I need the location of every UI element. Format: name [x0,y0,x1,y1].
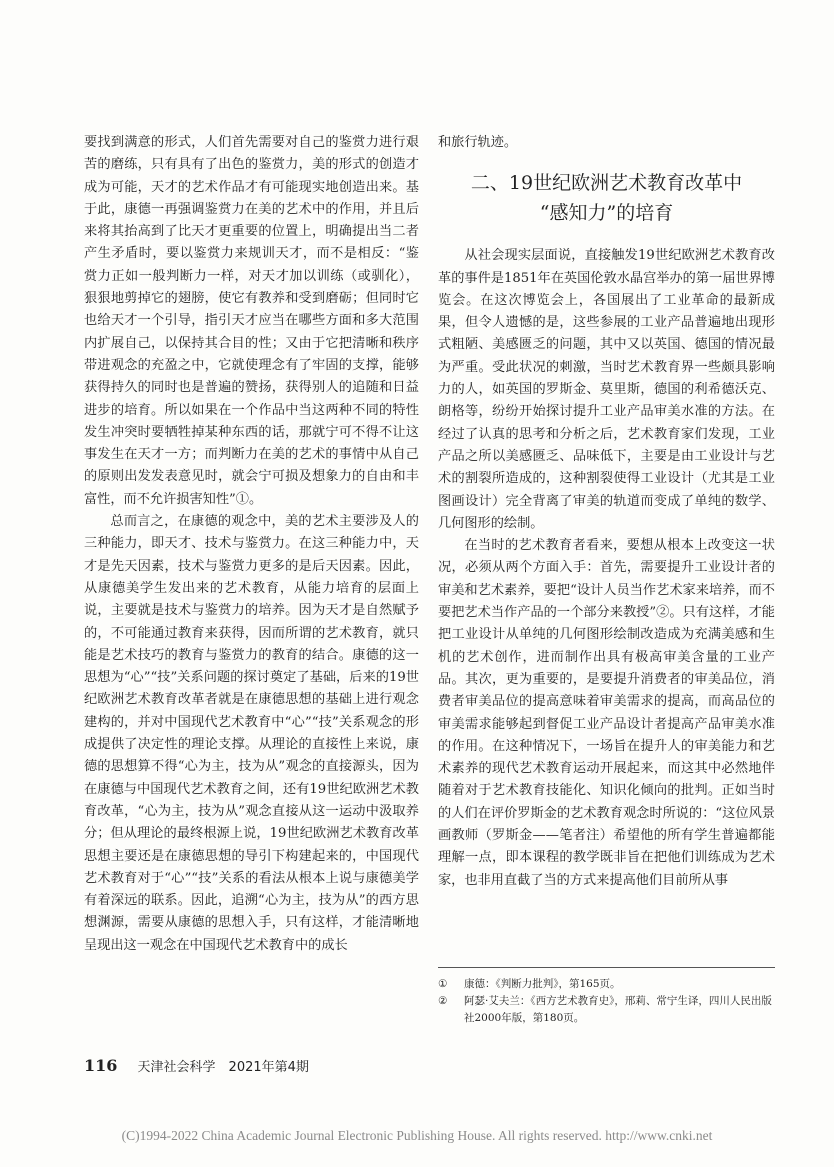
right-column [438,132,775,892]
body-paragraph: 总而言之，在康德的观念中，美的艺术主要涉及人的三种能力，即天才、技术与鉴赏力。在这三种能力中，天才是先天因素，技术与鉴赏力更多的是后天因素。因此，从康德美学生发出来的艺术教育，从能力培育的层面上说，主要就是技术与鉴赏力的培养。因为天才是自然赋予的，不可能通过教育来获得，因而所谓的艺术教育，就只能是艺术技巧的教育与鉴赏力的教育的结合。康德的这一思想为“心”“技”关系问题的探讨奠定了基础，后来的19世纪欧洲艺术教育改革者就是在康德思想的基础上进行观念建构的，并对中国现代艺术教育中“心”“技”关系观念的形成提供了决定性的理论支撑。从理论的直接性上来说，康德的思想算不得“心为主，技为从”观念的直接源头，因为在康德与中国现代艺术教育之间，还有19世纪欧洲艺术教育改革，“心为主，技为从”观念直接从这一运动中汲取养分；但从理论的最终根源上说，19世纪欧洲艺术教育改革思想主要还是在康德思想的导引下构建起来的，中国现代艺术教育对于“心”“技”关系的看法从根本上说与康德美学有着深远的联系。因此，追溯“心为主，技为从”的西方思想渊源，需要从康德的思想入手，只有这样，才能清晰地呈现出这一观念在中国现代艺术教育中的成长 [84,514,419,953]
section-heading-line: “感知力”的培育 [539,202,674,225]
page-footer [84,1056,309,1075]
journal-info: 天津社会科学 2021年第4期 [137,1060,309,1075]
footnote-marker: ① [438,978,448,990]
footnote-text: 阿瑟·艾夫兰：《西方艺术教育史》，邢莉、常宁生译，四川人民出版社2000年版，第180页。 [464,995,772,1024]
body-paragraph: 从社会现实层面说，直接触发19世纪欧洲艺术教育改革的事件是1851年在英国伦敦水晶宫举办的第一届世界博览会。在这次博览会上，各国展出了工业革命的最新成果，但令人遗憾的是，这些参展的工业产品普遍地出现形式粗陋、美感匮乏的问题，其中又以英国、德国的情况最为严重。受此状况的刺激，当时艺术教育界一些颇具影响力的人，如英国的罗斯金、莫里斯，德国的利希德沃克、朗格等，纷纷开始探讨提升工业产品审美水准的方法。在经过了认真的思考和分析之后，艺术教育家们发现，工业产品之所以美感匮乏、品味低下，主要是由工业设计与艺术的割裂所造成的，这种割裂使得工业设计（尤其是工业图画设计）完全背离了审美的轨道而变成了单纯的数学、几何图形的绘制。 [438,248,775,531]
footnote [438,976,775,993]
footnotes [438,967,775,1027]
footnote-text: 康德：《判断力批判》，第165页。 [464,978,621,990]
body-paragraph: 要找到满意的形式，人们首先需要对自己的鉴赏力进行艰苦的磨练，只有具有了出色的鉴赏力，美的形式的创造才成为可能，天才的艺术作品才有可能现实地创造出来。基于此，康德一再强调鉴赏力在美的艺术中的作用，并且后来将其抬高到了比天才更重要的位置上，明确提出当二者产生矛盾时，要以鉴赏力来规训天才，而不是相反：“鉴赏力正如一般判断力一样，对天才加以训练（或驯化），狠狠地剪掉它的翅膀，使它有教养和受到磨砺；但同时它也给天才一个引导，指引天才应当在哪些方面和多大范围内扩展自己，以保持其合目的性；又由于它把清晰和秩序带进观念的充盈之中，它就使理念有了牢固的支撑，能够获得持久的同时也是普遍的赞扬，获得别人的追随和日益进步的培育。所以如果在一个作品中当这两种不同的特性发生冲突时要牺牲掉某种东西的话，那就宁可不得不让这事发生在天才一方；而判断力在美的艺术的事情中从自己的原则出发发表意见时，就会宁可损及想象力的自由和丰富性，而不允许损害知性”①。 [84,135,419,507]
section-heading-line: 二、19世纪欧洲艺术教育改革中 [470,172,743,195]
body-paragraph: 和旅行轨迹。 [438,135,518,150]
body-paragraph: 在当时的艺术教育者看来，要想从根本上改变这一状况，必须从两个方面入手：首先，需要提升工业设计者的审美和艺术素养，要把“设计人员当作艺术家来培养，而不要把艺术当作产品的一个部分来教授”②。只有这样，才能把工业设计从单纯的几何图形绘制改造成为充满美感和生机的艺术创作，进而制作出具有极高审美含量的工业产品。其次，更为重要的，是要提升消费者的审美品位，消费者审美品位的提高意味着审美需求的提高，而高品位的审美需求能够起到督促工业产品设计者提高产品审美水准的作用。在这种情况下，一场旨在提升人的审美能力和艺术素养的现代艺术教育运动开展起来，而这其中必然地伴随着对于艺术教育技能化、知识化倾向的批判。正如当时的人们在评价罗斯金的艺术教育观念时所说的：“这位风景画教师（罗斯金——笔者注）希望他的所有学生普遍都能理解一点，即本课程的教学既非旨在把他们训练成为艺术家，也非用直截了当的方式来提高他们目前所从事 [438,538,775,888]
footnote-marker: ② [438,995,448,1007]
copyright-notice: (C)1994-2022 China Academic Journal Electronic Publishing House. All rights reserved. http://www.cnki.net [121,1128,713,1143]
footnote [438,993,775,1027]
section-heading [438,168,775,228]
page-number: 116 [84,1056,118,1075]
left-column [84,132,419,957]
